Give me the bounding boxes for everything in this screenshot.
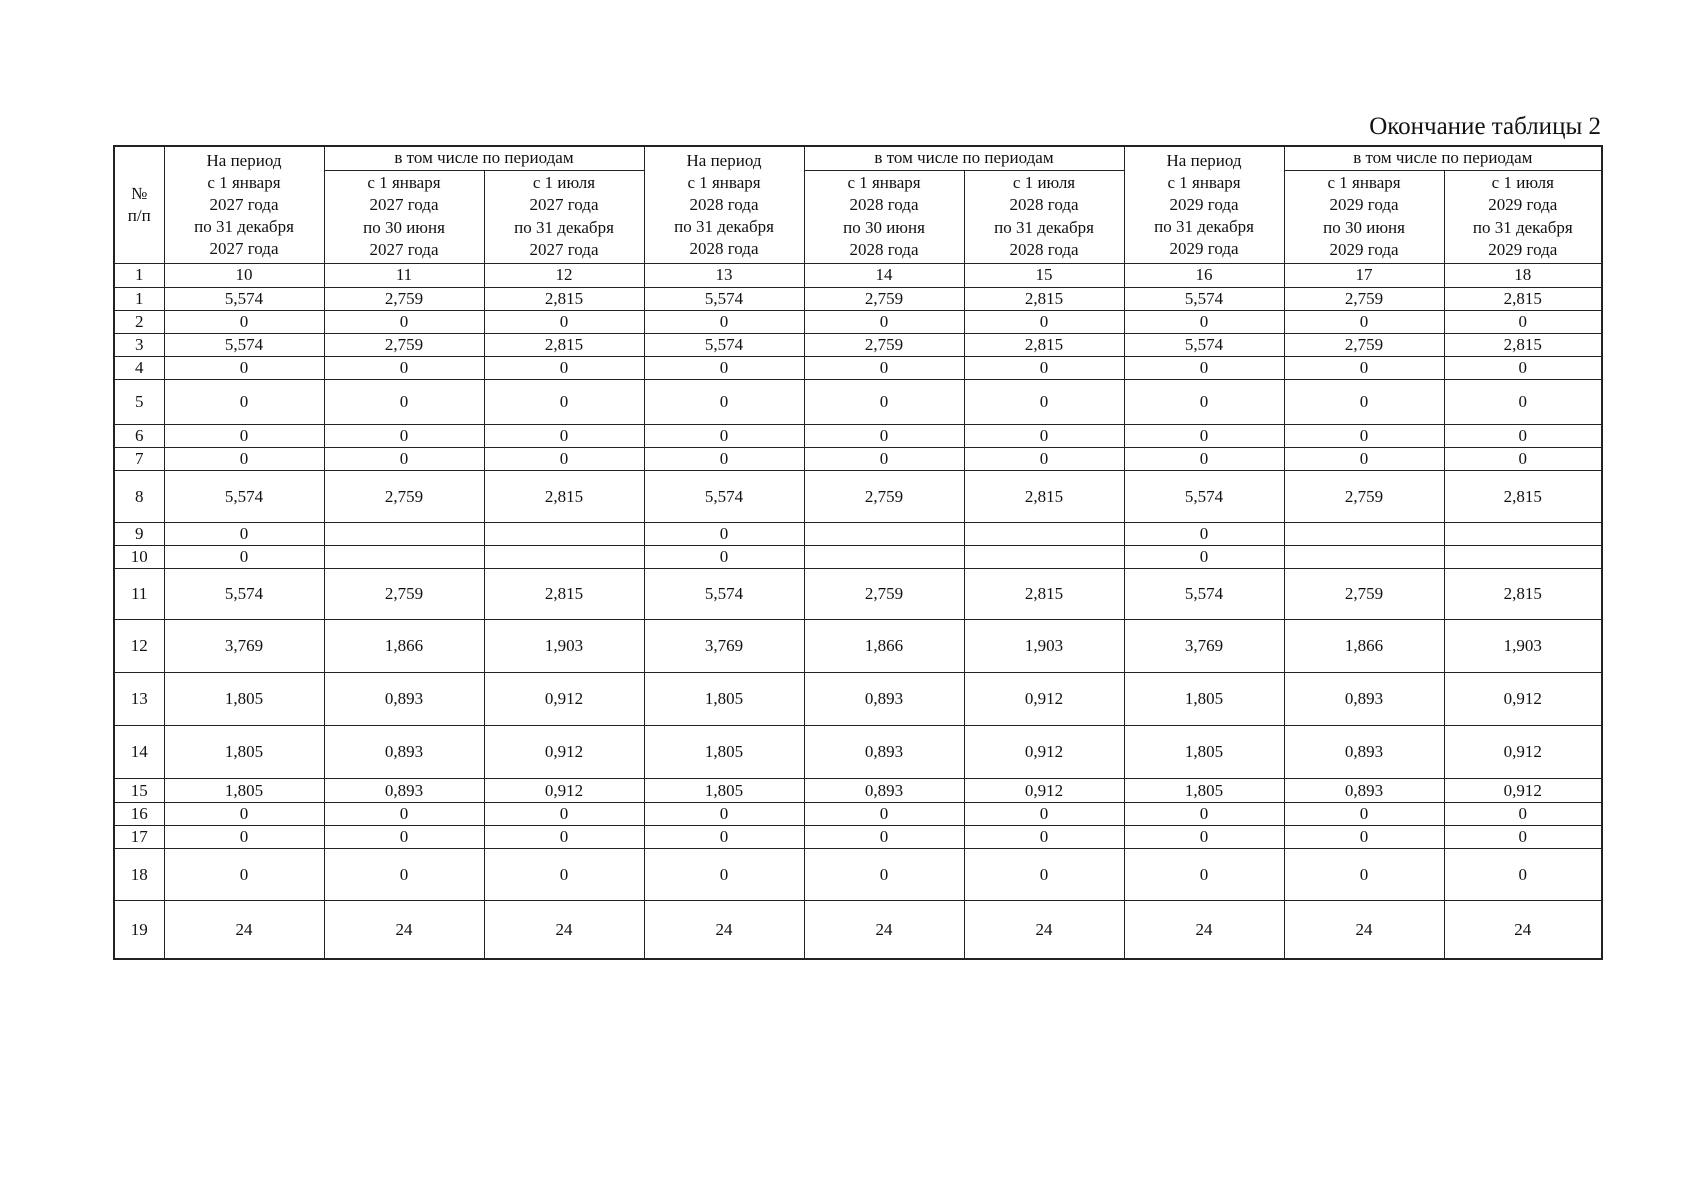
value-cell: 0,893 (1284, 779, 1444, 803)
value-cell: 0 (1124, 826, 1284, 849)
value-cell: 0 (324, 803, 484, 826)
value-cell: 0 (164, 447, 324, 470)
value-cell: 1,805 (164, 673, 324, 726)
value-cell: 1,805 (1124, 779, 1284, 803)
value-cell: 0,912 (484, 779, 644, 803)
value-cell: 1,866 (804, 620, 964, 673)
value-cell: 0,893 (804, 779, 964, 803)
value-cell: 0 (644, 310, 804, 333)
column-number: 13 (644, 263, 804, 287)
table-row (114, 310, 1602, 333)
value-cell: 0 (1124, 523, 1284, 546)
value-cell: 0 (1124, 424, 1284, 447)
value-cell: 2,815 (964, 471, 1124, 523)
value-cell: 5,574 (644, 287, 804, 310)
row-number-cell: 19 (114, 901, 164, 959)
header-h1-2027: с 1 января 2027 года по 30 июня 2027 года (324, 170, 484, 263)
row-number-cell: 1 (114, 287, 164, 310)
value-cell (964, 546, 1124, 569)
column-number: 15 (964, 263, 1124, 287)
value-cell: 0 (964, 849, 1124, 901)
value-cell: 0 (164, 826, 324, 849)
row-number-cell: 6 (114, 424, 164, 447)
value-cell: 0 (484, 849, 644, 901)
value-cell (484, 546, 644, 569)
value-cell: 0 (1284, 849, 1444, 901)
row-number-cell: 8 (114, 471, 164, 523)
value-cell: 0 (1444, 849, 1602, 901)
header-row-groups (114, 146, 1602, 170)
row-number-cell: 14 (114, 726, 164, 779)
value-cell: 2,759 (324, 471, 484, 523)
table-row (114, 471, 1602, 523)
value-cell: 0 (1124, 546, 1284, 569)
value-cell: 0,893 (324, 726, 484, 779)
value-cell: 0 (324, 356, 484, 379)
value-cell: 0 (164, 523, 324, 546)
value-cell: 0 (964, 379, 1124, 424)
value-cell: 2,815 (484, 287, 644, 310)
value-cell: 1,805 (644, 673, 804, 726)
value-cell: 2,759 (1284, 471, 1444, 523)
value-cell: 1,805 (644, 726, 804, 779)
value-cell: 1,866 (1284, 620, 1444, 673)
value-cell: 0 (644, 447, 804, 470)
value-cell: 0,893 (804, 726, 964, 779)
table-body (114, 287, 1602, 959)
value-cell: 0,912 (1444, 673, 1602, 726)
value-cell: 0 (324, 447, 484, 470)
value-cell: 0 (964, 424, 1124, 447)
value-cell: 0,912 (964, 673, 1124, 726)
row-number-cell: 17 (114, 826, 164, 849)
value-cell: 0,912 (964, 779, 1124, 803)
value-cell: 0 (164, 803, 324, 826)
row-number-cell: 10 (114, 546, 164, 569)
header-h2-2027: с 1 июля 2027 года по 31 декабря 2027 года (484, 170, 644, 263)
value-cell: 2,759 (324, 333, 484, 356)
value-cell: 0 (1124, 310, 1284, 333)
table-row (114, 447, 1602, 470)
value-cell: 1,805 (1124, 673, 1284, 726)
value-cell: 0 (964, 803, 1124, 826)
header-total-2029: На период с 1 января 2029 года по 31 декабря 2029 года (1124, 146, 1284, 263)
value-cell: 5,574 (644, 333, 804, 356)
value-cell: 5,574 (164, 333, 324, 356)
table-row (114, 379, 1602, 424)
row-number-cell: 18 (114, 849, 164, 901)
column-number: 18 (1444, 263, 1602, 287)
value-cell: 2,759 (1284, 333, 1444, 356)
value-cell (1284, 523, 1444, 546)
value-cell: 0 (804, 849, 964, 901)
value-cell: 5,574 (164, 471, 324, 523)
column-number: 14 (804, 263, 964, 287)
value-cell: 5,574 (644, 471, 804, 523)
value-cell: 0 (804, 447, 964, 470)
table-row (114, 424, 1602, 447)
column-number: 16 (1124, 263, 1284, 287)
value-cell: 0 (644, 523, 804, 546)
table-row (114, 779, 1602, 803)
table-row (114, 673, 1602, 726)
value-cell: 0,893 (1284, 673, 1444, 726)
value-cell: 2,815 (1444, 333, 1602, 356)
value-cell: 0 (1124, 447, 1284, 470)
value-cell: 0 (1444, 356, 1602, 379)
value-cell: 0 (964, 447, 1124, 470)
column-number: 10 (164, 263, 324, 287)
table-row (114, 901, 1602, 959)
value-cell: 0 (1284, 379, 1444, 424)
value-cell: 0 (1444, 379, 1602, 424)
row-number-cell: 12 (114, 620, 164, 673)
value-cell: 24 (804, 901, 964, 959)
value-cell: 0,893 (804, 673, 964, 726)
value-cell: 0 (644, 424, 804, 447)
value-cell: 0 (804, 803, 964, 826)
value-cell: 0 (1444, 803, 1602, 826)
header-group-2029: в том числе по периодам (1284, 146, 1602, 170)
value-cell: 0 (1284, 803, 1444, 826)
value-cell: 1,903 (1444, 620, 1602, 673)
value-cell: 0 (164, 546, 324, 569)
value-cell: 0 (1284, 310, 1444, 333)
value-cell: 0,912 (1444, 726, 1602, 779)
value-cell: 0 (804, 356, 964, 379)
table-row (114, 569, 1602, 620)
value-cell: 0 (1124, 849, 1284, 901)
value-cell: 1,805 (1124, 726, 1284, 779)
table-row (114, 546, 1602, 569)
value-cell: 0 (484, 310, 644, 333)
row-number-cell: 13 (114, 673, 164, 726)
value-cell: 2,815 (964, 333, 1124, 356)
value-cell: 2,759 (324, 287, 484, 310)
value-cell: 0 (804, 424, 964, 447)
table-row (114, 726, 1602, 779)
header-total-2027: На период с 1 января 2027 года по 31 декабря 2027 года (164, 146, 324, 263)
value-cell: 3,769 (644, 620, 804, 673)
column-number: 12 (484, 263, 644, 287)
table-row (114, 803, 1602, 826)
value-cell: 0,893 (1284, 726, 1444, 779)
row-number-cell: 3 (114, 333, 164, 356)
value-cell: 1,805 (644, 779, 804, 803)
row-number-cell: 2 (114, 310, 164, 333)
value-cell: 0 (484, 379, 644, 424)
value-cell: 0 (324, 310, 484, 333)
value-cell (1444, 523, 1602, 546)
value-cell (1444, 546, 1602, 569)
value-cell: 0 (804, 310, 964, 333)
row-number-cell: 15 (114, 779, 164, 803)
table-row (114, 826, 1602, 849)
value-cell: 0 (644, 356, 804, 379)
value-cell: 0 (644, 826, 804, 849)
value-cell: 24 (324, 901, 484, 959)
value-cell: 0,893 (324, 673, 484, 726)
table-row (114, 356, 1602, 379)
value-cell: 0,912 (1444, 779, 1602, 803)
value-cell: 3,769 (164, 620, 324, 673)
value-cell: 0 (164, 849, 324, 901)
value-cell: 2,815 (1444, 569, 1602, 620)
value-cell: 0 (1444, 424, 1602, 447)
value-cell: 5,574 (164, 287, 324, 310)
row-number-cell: 5 (114, 379, 164, 424)
row-number-cell: 16 (114, 803, 164, 826)
value-cell: 0 (484, 356, 644, 379)
value-cell: 1,903 (964, 620, 1124, 673)
value-cell: 0 (324, 424, 484, 447)
value-cell: 0 (484, 803, 644, 826)
header-row-periods (114, 170, 1602, 263)
value-cell: 0 (644, 379, 804, 424)
value-cell: 0 (164, 356, 324, 379)
value-cell: 0 (1284, 424, 1444, 447)
column-number: 17 (1284, 263, 1444, 287)
value-cell: 2,815 (484, 471, 644, 523)
value-cell: 1,805 (164, 779, 324, 803)
header-group-2027: в том числе по периодам (324, 146, 644, 170)
value-cell: 0,912 (484, 673, 644, 726)
row-number-cell: 11 (114, 569, 164, 620)
table-row (114, 849, 1602, 901)
value-cell: 0,912 (964, 726, 1124, 779)
header-total-2028: На период с 1 января 2028 года по 31 декабря 2028 года (644, 146, 804, 263)
value-cell: 5,574 (644, 569, 804, 620)
value-cell (804, 546, 964, 569)
table-row (114, 287, 1602, 310)
value-cell: 0 (1284, 826, 1444, 849)
value-cell: 0 (1124, 356, 1284, 379)
value-cell: 0 (164, 379, 324, 424)
value-cell: 2,815 (964, 287, 1124, 310)
value-cell: 0 (804, 826, 964, 849)
header-h1-2028: с 1 января 2028 года по 30 июня 2028 года (804, 170, 964, 263)
row-number-cell: 7 (114, 447, 164, 470)
column-number: 1 (114, 263, 164, 287)
column-number: 11 (324, 263, 484, 287)
value-cell: 2,759 (324, 569, 484, 620)
header-row-column-numbers (114, 263, 1602, 287)
value-cell: 0 (644, 546, 804, 569)
value-cell: 5,574 (1124, 287, 1284, 310)
table-caption: Окончание таблицы 2 (1369, 113, 1601, 140)
header-h1-2029: с 1 января 2029 года по 30 июня 2029 года (1284, 170, 1444, 263)
value-cell: 2,815 (484, 569, 644, 620)
value-cell (324, 523, 484, 546)
row-number-cell: 4 (114, 356, 164, 379)
value-cell: 0 (164, 424, 324, 447)
value-cell: 0 (1444, 826, 1602, 849)
value-cell: 0 (964, 826, 1124, 849)
table-row (114, 333, 1602, 356)
value-cell: 24 (484, 901, 644, 959)
value-cell: 3,769 (1124, 620, 1284, 673)
value-cell: 2,815 (964, 569, 1124, 620)
value-cell: 5,574 (1124, 569, 1284, 620)
value-cell: 0 (1124, 379, 1284, 424)
value-cell: 2,815 (1444, 471, 1602, 523)
value-cell: 0 (324, 379, 484, 424)
value-cell: 0 (964, 356, 1124, 379)
value-cell: 1,805 (164, 726, 324, 779)
value-cell: 0 (1284, 447, 1444, 470)
value-cell (324, 546, 484, 569)
value-cell (804, 523, 964, 546)
value-cell: 0,912 (484, 726, 644, 779)
value-cell: 0 (1444, 447, 1602, 470)
value-cell: 0 (484, 424, 644, 447)
value-cell: 2,759 (804, 471, 964, 523)
value-cell: 0 (804, 379, 964, 424)
header-num-col: № п/п (114, 146, 164, 263)
value-cell: 0 (1444, 310, 1602, 333)
table-row (114, 620, 1602, 673)
value-cell: 2,759 (804, 333, 964, 356)
value-cell: 0 (324, 826, 484, 849)
header-h2-2029: с 1 июля 2029 года по 31 декабря 2029 года (1444, 170, 1602, 263)
value-cell: 0 (164, 310, 324, 333)
value-cell: 24 (1284, 901, 1444, 959)
header-group-2028: в том числе по периодам (804, 146, 1124, 170)
data-table (113, 145, 1603, 960)
value-cell: 2,759 (1284, 569, 1444, 620)
value-cell: 0 (964, 310, 1124, 333)
value-cell: 2,759 (1284, 287, 1444, 310)
header-h2-2028: с 1 июля 2028 года по 31 декабря 2028 года (964, 170, 1124, 263)
value-cell: 24 (644, 901, 804, 959)
value-cell (484, 523, 644, 546)
value-cell: 0 (484, 826, 644, 849)
value-cell: 0 (644, 849, 804, 901)
value-cell: 2,759 (804, 569, 964, 620)
value-cell: 0 (1124, 803, 1284, 826)
value-cell (964, 523, 1124, 546)
value-cell: 24 (964, 901, 1124, 959)
value-cell: 2,815 (484, 333, 644, 356)
value-cell: 0,893 (324, 779, 484, 803)
value-cell: 0 (324, 849, 484, 901)
value-cell: 0 (1284, 356, 1444, 379)
value-cell: 24 (164, 901, 324, 959)
value-cell: 1,903 (484, 620, 644, 673)
value-cell: 24 (1124, 901, 1284, 959)
row-number-cell: 9 (114, 523, 164, 546)
value-cell: 0 (484, 447, 644, 470)
value-cell (1284, 546, 1444, 569)
value-cell: 2,815 (1444, 287, 1602, 310)
value-cell: 5,574 (1124, 471, 1284, 523)
value-cell: 5,574 (1124, 333, 1284, 356)
table-row (114, 523, 1602, 546)
value-cell: 5,574 (164, 569, 324, 620)
value-cell: 1,866 (324, 620, 484, 673)
value-cell: 2,759 (804, 287, 964, 310)
value-cell: 24 (1444, 901, 1602, 959)
value-cell: 0 (644, 803, 804, 826)
table-header (114, 146, 1602, 287)
